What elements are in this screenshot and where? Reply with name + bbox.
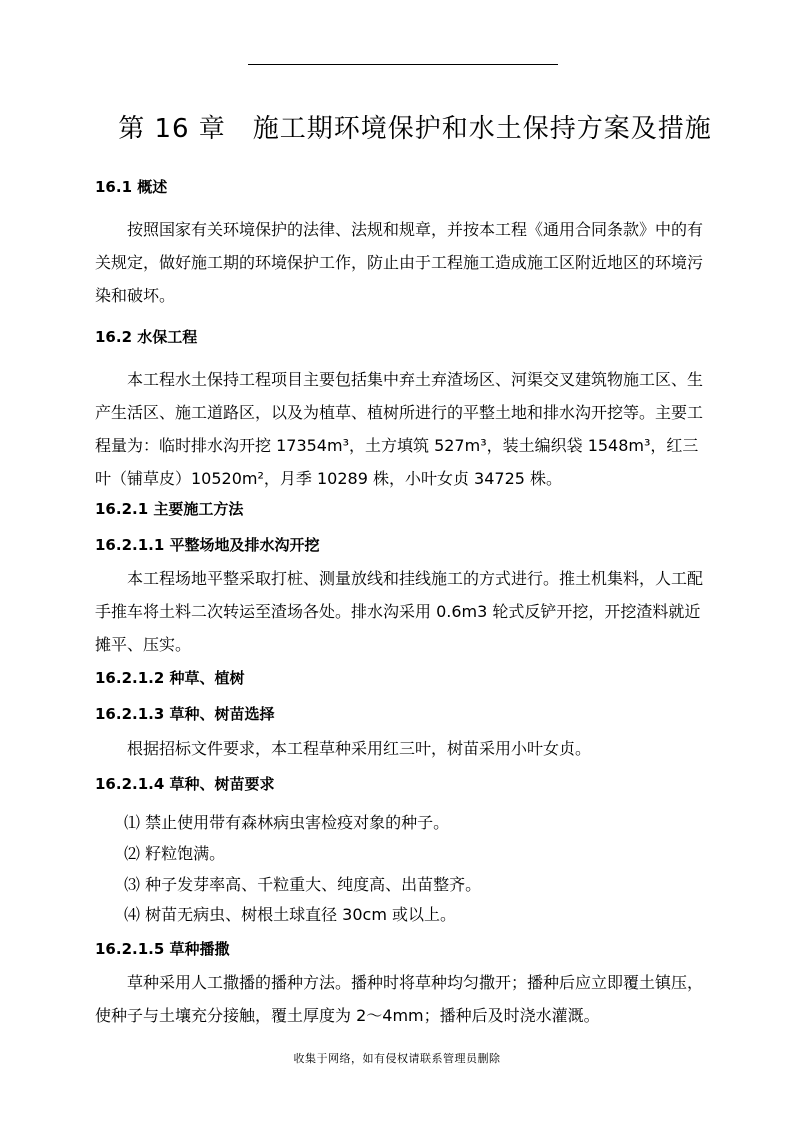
chapter-title: 第 16 章 施工期环境保护和水土保持方案及措施 [118,114,712,144]
section-16-2-1-5-paragraph: 草种采用人工撒播的播种方法。播种时将草种均匀撒开；播种后应立即覆土镇压，使种子与土壤充分接触，覆土厚度为 2～4mm；播种后及时浇水灌溉。 [95,973,704,1025]
section-heading-16-2-1-3: 16.2.1.3 草种、树苗选择 [95,705,275,723]
section-heading-16-1: 16.1 概述 [95,178,168,196]
section-heading-16-2-1: 16.2.1 主要施工方法 [95,500,244,518]
section-16-2-1-1-paragraph: 本工程场地平整采取打桩、测量放线和挂线施工的方式进行。推土机集料，人工配手推车将土料二次转运至渣场各处。排水沟采用 0.6m3 轮式反铲开挖，开挖渣料就近摊平、压实。 [95,569,704,654]
section-heading-16-2-1-5: 16.2.1.5 草种播撒 [95,940,230,958]
list-item: ⑵ 籽粒饱满。 [124,844,226,863]
header-rule [248,64,558,65]
section-16-1-paragraph: 按照国家有关环境保护的法律、法规和规章，并按本工程《通用合同条款》中的有关规定，做好施工期的环境保护工作，防止由于工程施工造成施工区附近地区的环境污染和破坏。 [95,220,704,305]
section-heading-16-2-1-2: 16.2.1.2 种草、植树 [95,669,245,687]
section-heading-16-2-1-4: 16.2.1.4 草种、树苗要求 [95,775,275,793]
list-item: ⑴ 禁止使用带有森林病虫害检疫对象的种子。 [124,813,450,832]
section-16-2-1-3-paragraph: 根据招标文件要求，本工程草种采用红三叶，树苗采用小叶女贞。 [127,739,592,758]
list-item: ⑷ 树苗无病虫、树根土球直径 30cm 或以上。 [124,905,457,924]
section-heading-16-2-1-1: 16.2.1.1 平整场地及排水沟开挖 [95,536,320,554]
page-footer: 收集于网络，如有侵权请联系管理员删除 [293,1052,501,1065]
list-item: ⑶ 种子发芽率高、千粒重大、纯度高、出苗整齐。 [124,875,482,894]
section-16-2-paragraph: 本工程水土保持工程项目主要包括集中弃土弃渣场区、河渠交叉建筑物施工区、生产生活区、施工道路区，以及为植草、植树所进行的平整土地和排水沟开挖等。主要工程量为：临时排水沟开挖 17354m³，土方填筑 527m³，装土编织袋 1548m³，红三叶（铺草皮）10520m²，月季 10289 株，小叶女贞 34725 株。 [95,370,704,488]
section-heading-16-2: 16.2 水保工程 [95,328,198,346]
